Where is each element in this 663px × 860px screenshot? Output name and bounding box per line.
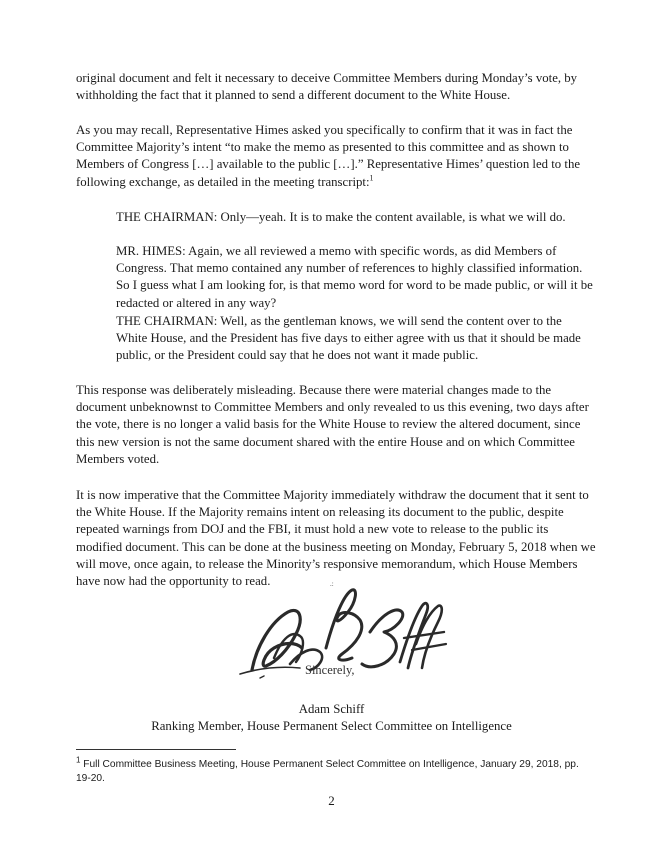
footnote-text: Full Committee Business Meeting, House Permanent Select Committee on Intelligence, January 29, 2018, pp. 19-20. bbox=[76, 759, 579, 784]
footnote-divider bbox=[76, 749, 236, 750]
page-number: 2 bbox=[328, 793, 335, 808]
transcript-quote-chairman-1: THE CHAIRMAN: Only—yeah. It is to make the content available, is what we will do. bbox=[116, 210, 566, 224]
footnote bbox=[76, 755, 596, 786]
closing-sincerely: Sincerely, bbox=[305, 663, 355, 677]
signer-title: Ranking Member, House Permanent Select Committee on Intelligence bbox=[151, 719, 512, 733]
transcript-quote-himes: MR. HIMES: Again, we all reviewed a memo with specific words, as did Members of Congress. That memo contained any number of references to highly classified information. So I guess what I am looking for, is that memo word for word to be made public, or will it be redacted or altered in any way? bbox=[116, 244, 593, 310]
paragraph-continuation: original document and felt it necessary to deceive Committee Members during Monday’s vote, by withholding the fact that it planned to send a different document to the White House. bbox=[76, 71, 578, 103]
signature-mark: .: bbox=[330, 580, 334, 588]
footnote-reference: 1 bbox=[369, 173, 374, 183]
signer-name: Adam Schiff bbox=[298, 702, 365, 716]
paragraph-himes-question bbox=[76, 122, 596, 191]
transcript-quote-chairman-2: THE CHAIRMAN: Well, as the gentleman knows, we will send the content over to the White House, and the President has five days to either agree with us that it should be made public, or the President could say that he does not want it made public. bbox=[116, 314, 581, 363]
paragraph-withdraw-demand: It is now imperative that the Committee Majority immediately withdraw the document that it sent to the White House. If the Majority remains intent on releasing its document to the public, despite repeated warnings from DOJ and the FBI, it must hold a new vote to release to the public its modified document. This can be done at the business meeting on Monday, February 5, 2018 when we will move, once again, to release the Minority’s responsive memorandum, which House Members have now had the opportunity to read. bbox=[76, 488, 596, 589]
footnote-marker: 1 bbox=[76, 755, 81, 765]
paragraph-himes-question-text: As you may recall, Representative Himes asked you specifically to confirm that it was in fact the Committee Majority’s intent “to make the memo as presented to this committee and as shown to Members of Congress […] available to the public […].” Representative Himes’ question led to the following exchange, as detailed in the meeting transcript: bbox=[76, 123, 581, 189]
paragraph-misleading-response: This response was deliberately misleading. Because there were material changes made to the document unbeknownst to Committee Members and only revealed to us this evening, two days after the vote, there is no longer a valid basis for the White House to review the altered document, since this new version is not the same document shared with the entire House and on which Committee Members voted. bbox=[76, 383, 589, 466]
